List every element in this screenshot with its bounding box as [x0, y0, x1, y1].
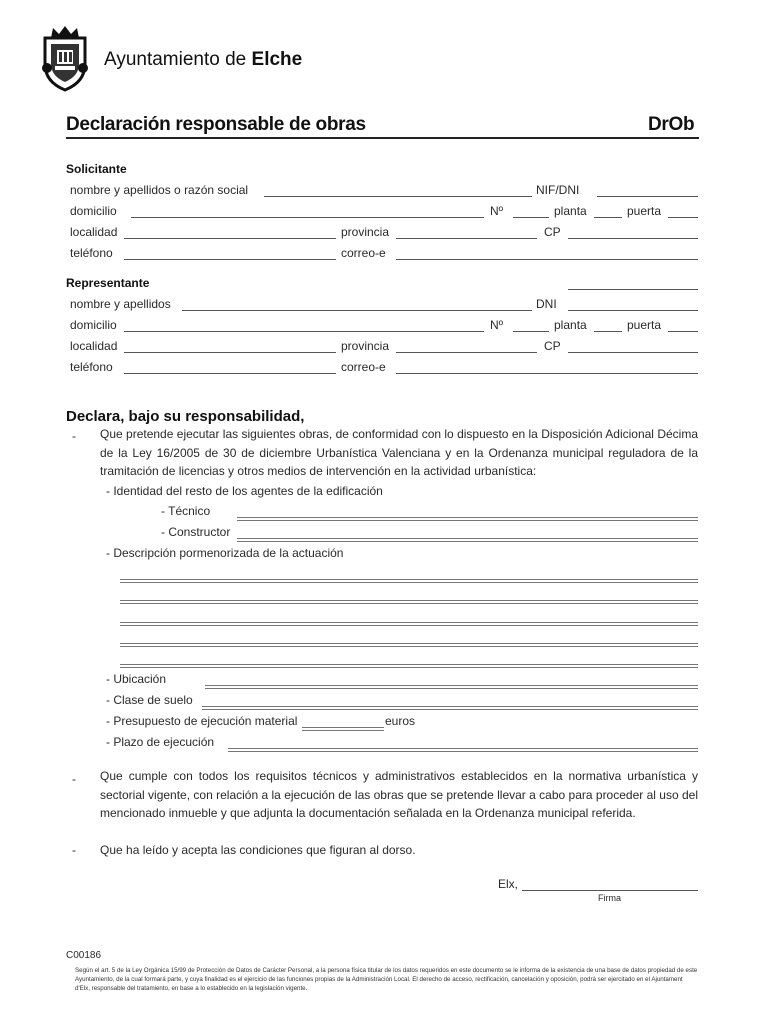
- brand-name: [104, 49, 302, 71]
- brand-prefix: Ayuntamiento de: [104, 49, 252, 70]
- location-field[interactable]: [205, 685, 698, 689]
- solicitante-name-field[interactable]: [264, 196, 532, 197]
- solicitante-email-field[interactable]: [396, 259, 698, 260]
- solicitante-phone-label: teléfono: [70, 246, 113, 260]
- bullet-2: -: [72, 772, 76, 786]
- representante-email-field[interactable]: [396, 373, 698, 374]
- budget-label: - Presupuesto de ejecución material: [106, 714, 298, 728]
- solicitante-city-label: localidad: [70, 225, 118, 239]
- representante-door-label: puerta: [627, 318, 662, 332]
- solicitante-address-field[interactable]: [131, 217, 484, 218]
- representante-province-label: provincia: [341, 339, 390, 353]
- declaration-item-3: Que ha leído y acepta las condiciones que figuran al dorso.: [100, 843, 416, 857]
- description-label: - Descripción pormenorizada de la actuación: [106, 546, 344, 560]
- constructor-field[interactable]: [237, 538, 698, 542]
- representante-heading: Representante: [66, 276, 150, 290]
- description-line-5[interactable]: [120, 664, 698, 668]
- representante-address-label: domicilio: [70, 318, 117, 332]
- representante-id-label: DNI: [536, 297, 557, 311]
- declaration-item-1: Que pretende ejecutar las siguientes obras, de conformidad con lo dispuesto en la Disposición Adicional Décima de la Ley 16/2005 de 30 de diciembre Urbanística Valenciana y en la Ordenanza municipal reguladora de la tramitación de licencias y otros medios de intervención en la actividad urbanística:: [100, 427, 698, 478]
- signature-place-label: Elx,: [498, 877, 519, 891]
- tecnico-field[interactable]: [237, 517, 698, 521]
- solicitante-address-label: domicilio: [70, 204, 117, 218]
- solicitante-number-label: Nº: [490, 204, 504, 218]
- solicitante-city-field[interactable]: [124, 238, 336, 239]
- budget-field[interactable]: [302, 727, 384, 731]
- representante-email-label: correo-e: [341, 360, 386, 374]
- solicitante-floor-field[interactable]: [594, 217, 622, 218]
- solicitante-door-field[interactable]: [668, 217, 698, 218]
- solicitante-heading: Solicitante: [66, 162, 127, 176]
- representante-address-field[interactable]: [124, 331, 484, 332]
- representante-city-field[interactable]: [124, 352, 336, 353]
- solicitante-number-field[interactable]: [513, 217, 549, 218]
- solicitante-postal-label: CP: [544, 225, 561, 239]
- representante-postal-label: CP: [544, 339, 561, 353]
- signature-sign-label: Firma: [598, 893, 621, 903]
- form-code: DrOb: [648, 114, 695, 135]
- coat-of-arms-icon: [37, 24, 93, 92]
- doc-code: C00186: [66, 950, 102, 961]
- brand-city: Elche: [251, 49, 303, 70]
- representante-phone-field[interactable]: [124, 373, 336, 374]
- soil-label: - Clase de suelo: [106, 693, 193, 707]
- solicitante-phone-field[interactable]: [124, 259, 336, 260]
- constructor-label: - Constructor: [161, 525, 231, 539]
- representante-phone-label: teléfono: [70, 360, 113, 374]
- solicitante-id-label: NIF/DNI: [536, 183, 580, 197]
- description-line-3[interactable]: [120, 622, 698, 626]
- declaration-heading: Declara, bajo su responsabilidad,: [66, 408, 305, 425]
- form-title: Declaración responsable de obras: [66, 114, 366, 135]
- deadline-label: - Plazo de ejecución: [106, 735, 215, 749]
- soil-field[interactable]: [202, 706, 698, 710]
- legal-notice: Según el art. 5 de la Ley Orgánica 15/99 de Protección de Datos de Carácter Personal, a la persona física titular de los datos requeridos en este documento se le informa de la existencia de una base de datos propiedad de este Ayuntamiento, de la cual formará parte, y cuya finalidad es el ejercicio de las funciones propias de la Administración Local. El derecho de acceso, rectificación, cancelación y oposición, podrá ser ejercitado en el Ajuntament d'Elx, responsable del tratamiento, en base a lo establecido en la legislación vigente.: [75, 967, 698, 992]
- bullet-1: -: [72, 429, 76, 443]
- bullet-3: -: [72, 843, 76, 857]
- representante-number-field[interactable]: [513, 331, 549, 332]
- representante-city-label: localidad: [70, 339, 118, 353]
- declaration-item-2: Que cumple con todos los requisitos técnicos y administrativos establecidos en la normativa urbanística y sectorial vigente, con relación a la ejecución de las obras que se pretende llevar a cabo para proceder al uso del mencionado inmueble y que adjunta la documentación señalada en la Ordenanza municipal referida.: [100, 769, 698, 820]
- solicitante-door-label: puerta: [627, 204, 662, 218]
- representante-id-field[interactable]: [568, 310, 698, 311]
- description-line-1[interactable]: [120, 579, 698, 583]
- location-label: - Ubicación: [106, 672, 167, 686]
- description-line-2[interactable]: [120, 600, 698, 604]
- representante-extra-field[interactable]: [568, 289, 698, 290]
- signature-field[interactable]: [522, 890, 698, 891]
- deadline-field[interactable]: [228, 748, 698, 752]
- currency-label: euros: [385, 714, 416, 728]
- solicitante-province-field[interactable]: [396, 238, 537, 239]
- solicitante-id-field[interactable]: [597, 196, 698, 197]
- solicitante-floor-label: planta: [554, 204, 587, 218]
- solicitante-name-label: nombre y apellidos o razón social: [70, 183, 249, 197]
- solicitante-postal-field[interactable]: [568, 238, 698, 239]
- description-line-4[interactable]: [120, 643, 698, 647]
- agents-label: - Identidad del resto de los agentes de la edificación: [106, 484, 383, 498]
- solicitante-email-label: correo-e: [341, 246, 386, 260]
- representante-name-label: nombre y apellidos: [70, 297, 171, 311]
- representante-name-field[interactable]: [182, 310, 532, 311]
- solicitante-province-label: provincia: [341, 225, 390, 239]
- title-rule: [66, 137, 699, 139]
- tecnico-label: - Técnico: [161, 504, 211, 518]
- representante-postal-field[interactable]: [568, 352, 698, 353]
- representante-number-label: Nº: [490, 318, 504, 332]
- representante-province-field[interactable]: [396, 352, 537, 353]
- representante-floor-field[interactable]: [594, 331, 622, 332]
- representante-door-field[interactable]: [668, 331, 698, 332]
- representante-floor-label: planta: [554, 318, 587, 332]
